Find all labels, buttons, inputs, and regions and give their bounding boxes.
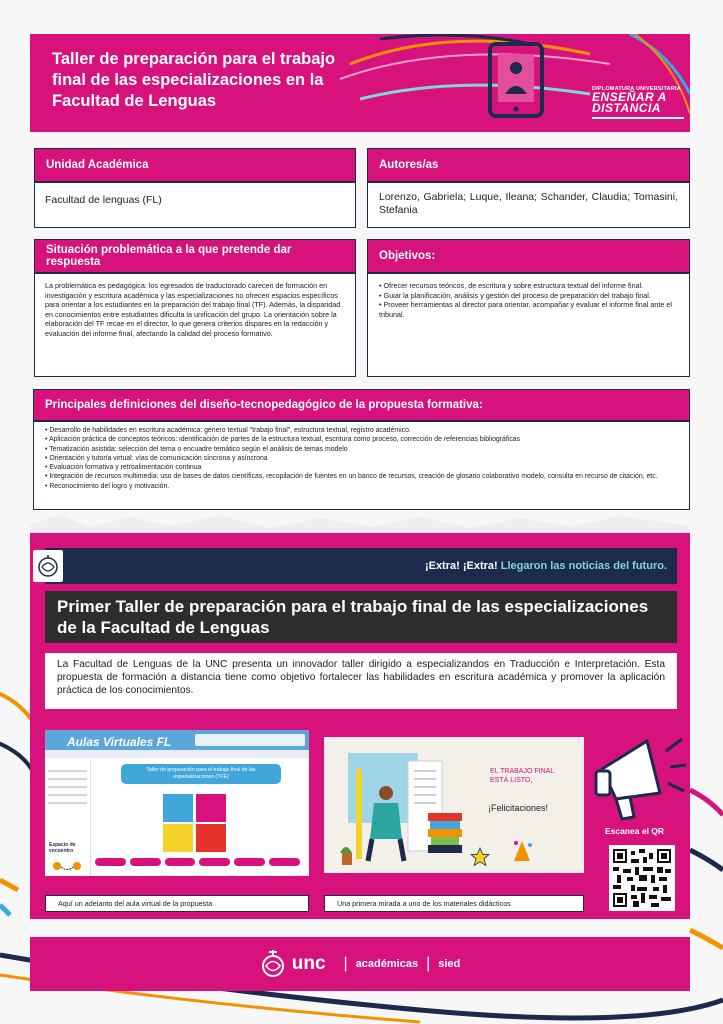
aula-button-row bbox=[95, 858, 300, 866]
aula-espacio-label: Espacio de encuentro bbox=[49, 842, 76, 854]
situacion-box bbox=[34, 239, 356, 377]
brand-line-1: ENSEÑAR A bbox=[592, 90, 667, 104]
unidad-academica-heading: Unidad Académica bbox=[35, 149, 355, 183]
qr-code[interactable] bbox=[609, 845, 675, 911]
aula-banner bbox=[45, 730, 309, 750]
news-highlight: Llegaron las noticias del futuro. bbox=[500, 560, 667, 572]
unidad-academica-box bbox=[34, 148, 356, 228]
star-icon bbox=[470, 847, 490, 867]
definiciones-heading: Principales definiciones del diseño-tecnopedagógico de la propuesta formativa: bbox=[34, 390, 689, 422]
footer-sied: sied bbox=[438, 958, 461, 970]
aula-tile-red bbox=[196, 824, 226, 852]
footer-separator: | bbox=[426, 955, 431, 972]
footer-unc: unc bbox=[291, 953, 326, 974]
unc-seal-badge bbox=[33, 550, 63, 582]
confetti-icon bbox=[510, 837, 534, 863]
location-pins-icon bbox=[51, 860, 85, 874]
unidad-academica-value: Facultad de lenguas (FL) bbox=[45, 194, 162, 206]
news-extra: ¡Extra! ¡Extra! bbox=[424, 560, 498, 572]
unc-seal-icon bbox=[33, 550, 63, 582]
aula-banner-menu bbox=[195, 734, 305, 746]
header-banner bbox=[30, 34, 690, 132]
brand-logo bbox=[592, 86, 684, 119]
news-main-title: Primer Taller de preparación para el trabajo final de las especializaciones de la Facultad de Lenguas bbox=[45, 591, 677, 643]
qr-label: Escanea el QR bbox=[605, 826, 665, 836]
autores-value: Lorenzo, Gabriela; Luque, Ileana; Schander, Claudia; Tomasini, Stefania bbox=[379, 191, 678, 216]
aula-navbar bbox=[45, 750, 309, 758]
definicion-text: Desarrollo de habilidades en escritura académica: género textual "trabajo final", estructura textual, registro académico. bbox=[49, 427, 411, 434]
brand-underline bbox=[592, 117, 684, 119]
autores-box bbox=[367, 148, 690, 228]
situacion-heading: Situación problemática a la que pretende dar respuesta bbox=[35, 240, 355, 274]
aula-course-title: Taller de preparación para el trabajo final de las especializaciones (TFE) bbox=[121, 764, 281, 784]
brand-line-2: DISTANCIA bbox=[592, 101, 661, 115]
megaphone-icon bbox=[592, 721, 687, 821]
aula-tile-magenta bbox=[196, 794, 226, 822]
aula-banner-text: Aulas Virtuales FL bbox=[67, 735, 172, 749]
objetivo-text: Guiar la planificación, análisis y gestión del proceso de preparación del trabajo final. bbox=[383, 290, 651, 300]
student-illustration bbox=[338, 743, 478, 869]
definicion-item: • Integración de recursos multimedia: uso de bases de datos científicas, recopilación de fuentes en un banco de recursos, creación de glosario colaborativo modelo, consulta en recurso de citación, etc. bbox=[45, 473, 658, 481]
qr-code-icon bbox=[613, 849, 671, 907]
footer-bar bbox=[30, 937, 690, 991]
news-intro: La Facultad de Lenguas de la UNC presenta un innovador taller dirigido a especializandos en Traducción e Interpretación. Esta propuesta de formación a distancia tiene como objetivo fortalecer las habilidades en escritura académica y promover la aplicación práctica de los conocimientos. bbox=[45, 653, 677, 709]
autores-heading: Autores/as bbox=[368, 149, 689, 183]
situacion-text: La problemática es pedagógica: los egresados de traductorado carecen de formación en investigación y escritura académica y las especializaciones no ofrecen espacios específicos para orientar a los estudiantes en la preparación del trabajo final (TF). Además, la disparidad en conocimientos entre estudiantes dificulta la unificación del grupo. La orientación sobre la elaboración del TF recae en el director, lo que genera criterios dispares en la redacción y evaluación del informe final, afectando la calidad del proceso formativo. bbox=[45, 281, 341, 338]
definicion-text: Orientación y tutoría virtual: vías de comunicación síncrona y asíncrona bbox=[49, 454, 268, 462]
objetivos-heading: Objetivos: bbox=[368, 240, 689, 274]
material-line-2: ESTÁ LISTO, bbox=[490, 777, 533, 784]
definicion-item: • Tematización asistida: selección del tema o encuadre temático según el análisis de temas modelo bbox=[45, 445, 348, 453]
definicion-item: • Reconocimiento del logro y motivación. bbox=[45, 482, 170, 490]
definicion-text: Aplicación práctica de conceptos teóricos: identificación de partes de la estructura textual, escritura como proceso, corrección de referencias bibliográficas bbox=[48, 436, 521, 444]
material-message bbox=[490, 767, 554, 785]
news-headline bbox=[425, 560, 667, 572]
definicion-item: • Orientación y tutoría virtual: vías de comunicación síncrona y asíncrona bbox=[45, 454, 268, 462]
aula-sidebar bbox=[45, 760, 91, 876]
objetivos-box bbox=[367, 239, 690, 377]
definicion-text: Evaluación formativa y retroalimentación continua bbox=[49, 464, 202, 472]
objetivo-text: Proveer herramientas al director para orientar, acompañar y evaluar el informe final ante el tribunal. bbox=[379, 300, 672, 319]
definicion-item: • Aplicación práctica de conceptos teóricos: identificación de partes de la estructura textual, escritura como proceso, corrección de referencias bibliográficas bbox=[45, 436, 521, 444]
material-line-1: EL TRABAJO FINAL bbox=[490, 768, 555, 775]
definicion-item: • Evaluación formativa y retroalimentación continua bbox=[45, 464, 202, 472]
aula-tile-yellow bbox=[163, 824, 193, 852]
material-caption: Una primera mirada a uno de los materiales didácticos bbox=[324, 895, 584, 912]
material-congrats: ¡Felicitaciones! bbox=[488, 803, 549, 813]
definiciones-box bbox=[33, 389, 690, 510]
objetivo-item: • Proveer herramientas al director para orientar, acompañar y evaluar el informe final ante el tribunal. bbox=[379, 300, 672, 319]
objetivo-item: • Ofrecer recursos teóricos, de escritura y sobre estructura textual del informe final. bbox=[379, 281, 644, 290]
aula-tile-blue bbox=[163, 794, 193, 822]
page-title: Taller de preparación para el trabajo final de las especializaciones en la Facultad de Lenguas bbox=[52, 50, 336, 110]
news-bar bbox=[45, 548, 677, 584]
objetivos-list bbox=[368, 274, 689, 326]
brand-subtitle: DIPLOMATURA UNIVERSITARIA bbox=[592, 86, 681, 92]
unc-seal-icon bbox=[260, 947, 286, 981]
objetivo-item: • Guiar la planificación, análisis y gestión del proceso de preparación del trabajo final. bbox=[379, 290, 651, 300]
aula-virtual-preview bbox=[45, 730, 309, 876]
definicion-item: • Desarrollo de habilidades en escritura académica: género textual "trabajo final", estructura textual, registro académico. bbox=[45, 427, 411, 434]
definicion-text: Integración de recursos multimedia: uso de bases de datos científicas, recopilación de fuentes en un banco de recursos, creación de glosario colaborativo modelo, consulta en recurso de citación, etc. bbox=[49, 473, 658, 481]
aula-caption: Aquí un adelanto del aula virtual de la propuesta bbox=[45, 895, 309, 912]
objetivo-text: Ofrecer recursos teóricos, de escritura y sobre estructura textual del informe final. bbox=[383, 281, 644, 290]
footer-separator: | bbox=[343, 955, 348, 972]
footer-academicas: académicas bbox=[355, 958, 419, 970]
material-preview bbox=[324, 737, 584, 873]
aula-activity-grid bbox=[163, 794, 227, 852]
definiciones-list bbox=[34, 422, 689, 495]
definicion-text: Tematización asistida: selección del tema o encuadre temático según el análisis de temas modelo bbox=[49, 445, 348, 453]
definicion-text: Reconocimiento del logro y motivación. bbox=[49, 482, 170, 490]
